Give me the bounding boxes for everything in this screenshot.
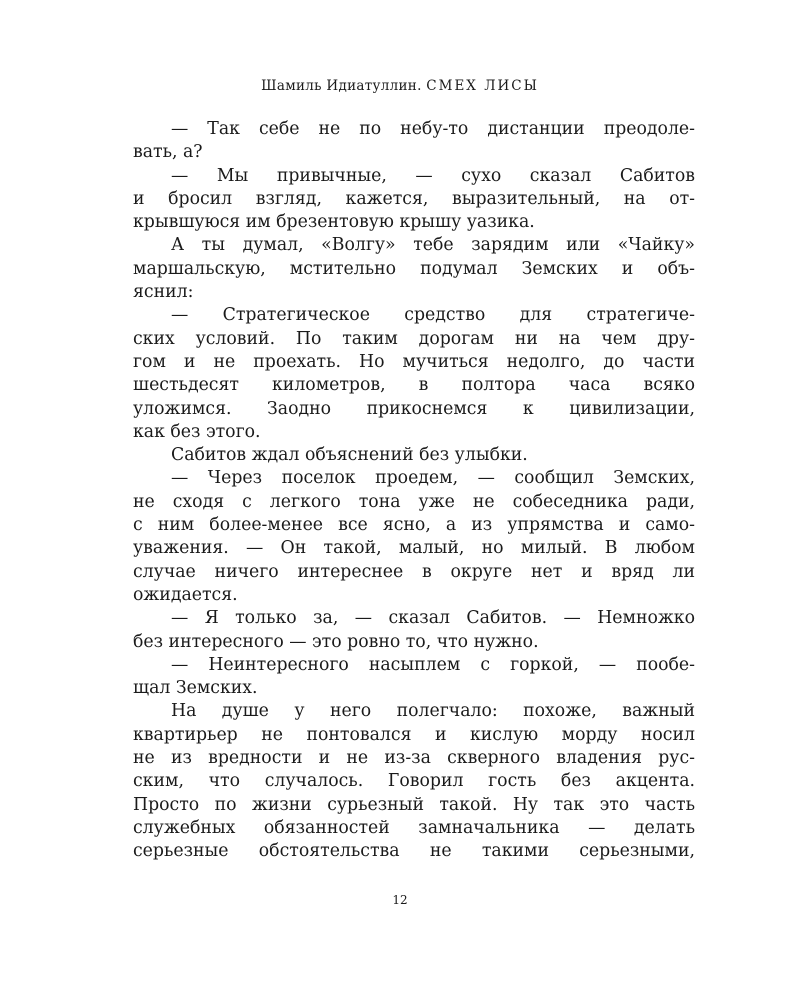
body-text bbox=[133, 118, 695, 864]
page-number: 12 bbox=[392, 893, 408, 907]
text-line: ским, что случалось. Говорил гость без акцента. bbox=[133, 771, 695, 792]
text-line: уложимся. Заодно прикоснемся к цивилизации, bbox=[133, 398, 695, 419]
text-line: квартирьер не понтовался и кислую морду носил bbox=[133, 724, 695, 745]
text-line: А ты думал, «Волгу» тебе зарядим или «Чайку» bbox=[171, 235, 695, 256]
text-line: вать, а? bbox=[133, 142, 203, 163]
text-line: — Через поселок проедем, — сообщил Земских, bbox=[171, 468, 695, 489]
text-line: без интересного — это ровно то, что нужно. bbox=[133, 631, 539, 652]
text-line: На душе у него полегчало: похоже, важный bbox=[171, 701, 695, 722]
text-line: с ним более-менее все ясно, а из упрямства и само- bbox=[133, 515, 695, 536]
text-line: щал Земских. bbox=[133, 678, 258, 699]
running-head bbox=[0, 78, 800, 94]
text-line: — Мы привычные, — сухо сказал Сабитов bbox=[171, 165, 695, 186]
text-line: как без этого. bbox=[133, 421, 261, 442]
text-line: яснил: bbox=[133, 282, 194, 303]
text-line: шестьдесят километров, в полтора часа всяко bbox=[133, 375, 695, 396]
text-line: гом и не проехать. Но мучиться недолго, до части bbox=[133, 351, 695, 372]
text-line: серьезные обстоятельства не такими серьезными, bbox=[133, 841, 695, 862]
text-line: маршальскую, мстительно подумал Земских и объ- bbox=[133, 258, 695, 279]
running-head-author: Шамиль Идиатуллин. bbox=[261, 78, 422, 94]
text-line: Сабитов ждал объяснений без улыбки. bbox=[171, 445, 528, 466]
text-line: — Неинтересного насыплем с горкой, — пообе- bbox=[171, 654, 695, 675]
text-line: — Так себе не по небу-то дистанции преодоле- bbox=[171, 119, 695, 139]
text-line: случае ничего интереснее в округе нет и вряд ли bbox=[133, 561, 695, 582]
text-line: крывшуюся им брезентовую крышу уазика. bbox=[133, 212, 535, 233]
running-head-title: СМЕХ ЛИСЫ bbox=[426, 78, 539, 94]
text-line: ожидается. bbox=[133, 584, 238, 605]
text-line: ских условий. По таким дорогам ни на чем дру- bbox=[133, 328, 695, 349]
text-line: — Стратегическое средство для стратегиче- bbox=[171, 305, 695, 326]
text-line: не из вредности и не из-за скверного владения рус- bbox=[133, 748, 695, 769]
text-line: и бросил взгляд, кажется, выразительный, на от- bbox=[133, 188, 695, 209]
text-line: — Я только за, — сказал Сабитов. — Немножко bbox=[171, 608, 695, 629]
text-line: не сходя с легкого тона уже не собеседника ради, bbox=[133, 491, 695, 512]
text-line: уважения. — Он такой, малый, но милый. В любом bbox=[133, 538, 695, 559]
text-line: служебных обязанностей замначальника — делать bbox=[133, 817, 695, 838]
text-line: Просто по жизни сурьезный такой. Ну так это часть bbox=[133, 794, 695, 815]
